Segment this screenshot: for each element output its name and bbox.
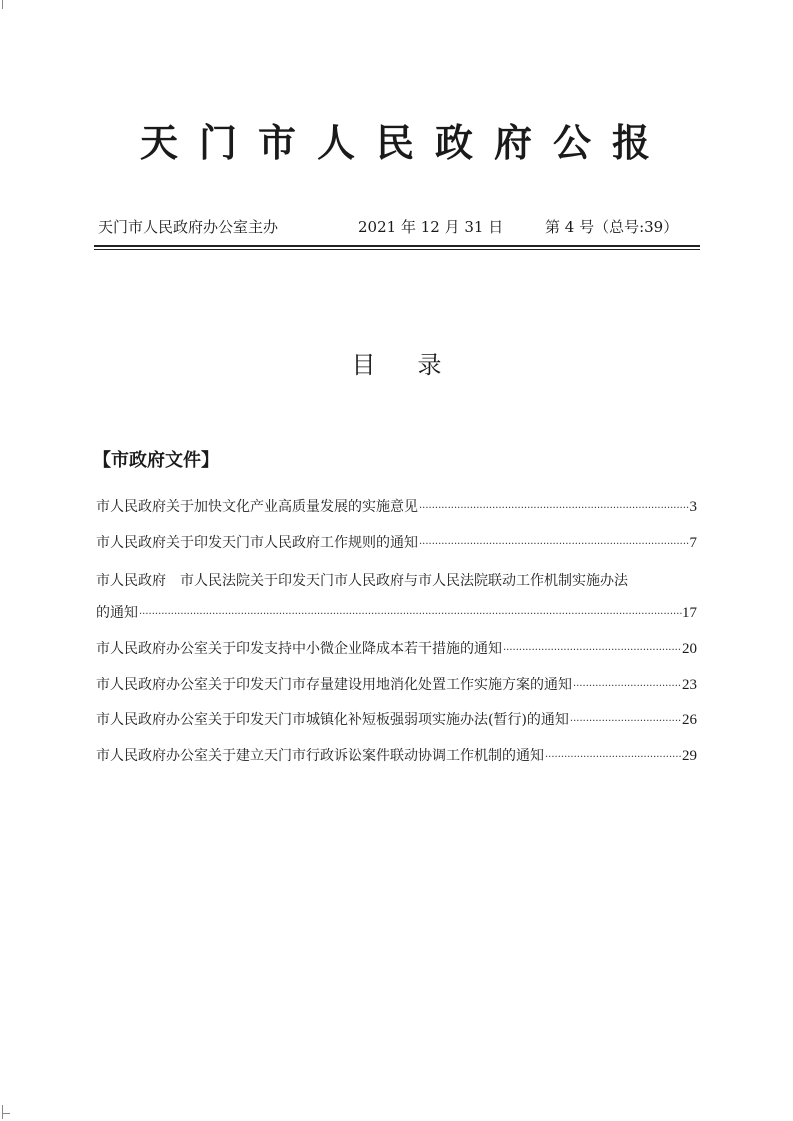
toc-entry-title: 市人民政府关于印发天门市人民政府工作规则的通知 <box>96 535 418 551</box>
toc-entry-title: 市人民政府办公室关于印发支持中小微企业降成本若干措施的通知 <box>96 641 502 657</box>
crop-mark-bottom-left <box>2 1105 3 1119</box>
toc-entry[interactable] <box>96 496 697 518</box>
toc-entry-title: 市人民政府办公室关于建立天门市行政诉讼案件联动协调工作机制的通知 <box>96 748 544 764</box>
issue-number: 第 4 号（总号:39） <box>545 218 679 236</box>
header-rule-thin <box>94 249 700 250</box>
section-heading: 【市政府文件】 <box>93 450 219 471</box>
dot-leader <box>569 711 682 731</box>
toc-entry-page: 20 <box>682 641 697 657</box>
toc-entry[interactable] <box>96 638 697 660</box>
gazette-title: 天门市人民政府公报 <box>139 120 671 165</box>
toc-heading: 目录 <box>351 351 484 379</box>
dot-leader <box>544 747 682 767</box>
toc-entry[interactable] <box>96 745 697 767</box>
crop-mark-bottom-left-h <box>2 1113 10 1114</box>
sponsor-text: 天门市人民政府办公室主办 <box>98 218 279 236</box>
dot-leader <box>138 604 682 624</box>
dot-leader <box>572 676 682 696</box>
dot-leader <box>418 534 690 554</box>
header-rule-thick <box>94 245 700 247</box>
toc-entry-page: 29 <box>682 748 697 764</box>
toc-entry[interactable] <box>96 709 697 731</box>
toc-entry-page: 17 <box>682 605 697 621</box>
toc-entry-title-line1[interactable]: 市人民政府 市人民法院关于印发天门市人民政府与市人民法院联动工作机制实施办法 <box>96 573 628 589</box>
publish-date: 2021 年 12 月 31 日 <box>358 218 504 236</box>
toc-entry-title: 市人民政府办公室关于印发天门市城镇化补短板强弱项实施办法(暂行)的通知 <box>96 712 569 728</box>
dot-leader <box>418 498 690 518</box>
crop-mark-top-left <box>2 0 3 9</box>
toc-entry-page: 23 <box>682 677 697 693</box>
toc-entry[interactable] <box>96 674 697 696</box>
toc-entry-title-line2: 的通知 <box>96 605 138 621</box>
toc-entry-page: 3 <box>689 499 697 515</box>
dot-leader <box>502 640 682 660</box>
toc-entry[interactable] <box>96 602 697 624</box>
toc-entry-title: 市人民政府办公室关于印发天门市存量建设用地消化处置工作实施方案的通知 <box>96 677 572 693</box>
toc-entry[interactable] <box>96 532 697 554</box>
toc-entry-page: 7 <box>689 535 697 551</box>
toc-entry-title: 市人民政府关于加快文化产业高质量发展的实施意见 <box>96 499 418 515</box>
toc-entry-page: 26 <box>682 712 697 728</box>
